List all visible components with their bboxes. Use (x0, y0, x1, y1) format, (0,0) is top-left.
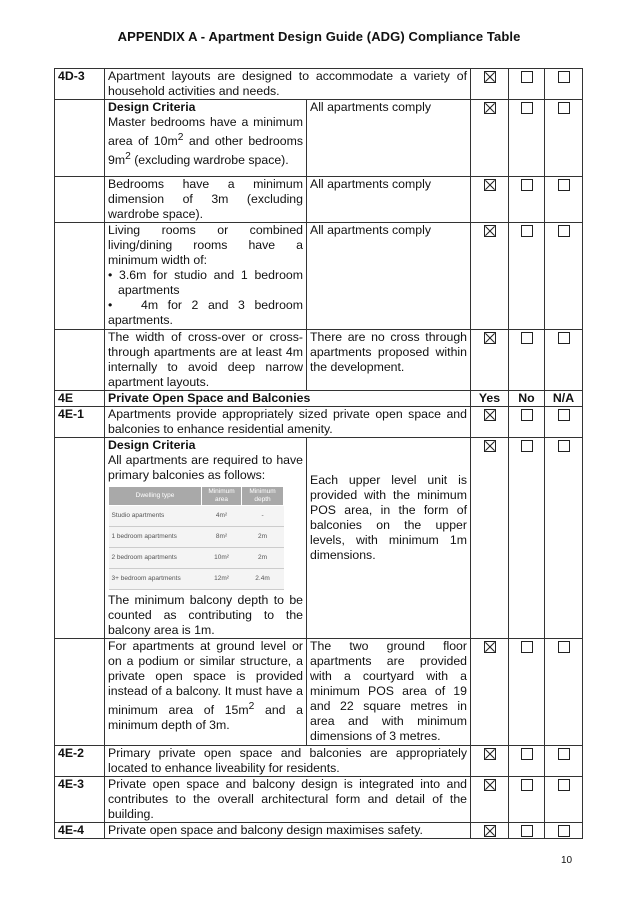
yes-cell (471, 223, 509, 330)
table-cell: 2m (242, 527, 284, 548)
yes-cell (471, 407, 509, 438)
checkbox-icon[interactable] (558, 641, 570, 653)
comment-text: Each upper level unit is provided with the minimum POS area, in the form of balconies on the upper levels, with minimum 1m dimensions. (307, 438, 471, 639)
checkbox-checked-icon[interactable] (484, 102, 496, 114)
section-code: 4E (55, 391, 105, 407)
criteria-text (105, 100, 307, 177)
criteria-part: For apartments at ground level or on a podium or similar structure, a private open space is provided instead of a balcony. It must have a minimum area of 15m (108, 639, 303, 718)
criteria-title: Design Criteria (108, 100, 196, 114)
row-code (55, 330, 105, 391)
no-cell (509, 823, 545, 839)
column-yes-header: Yes (471, 391, 509, 407)
checkbox-icon[interactable] (558, 102, 570, 114)
na-cell (545, 777, 583, 823)
table-cell: 2 bedroom apartments (109, 548, 202, 569)
column-header: Minimum area (202, 487, 242, 506)
objective-text: Private open space and balcony design is integrated into and contributes to the overall architectural form and detail of the building. (105, 777, 471, 823)
table-row (55, 777, 583, 823)
checkbox-icon[interactable] (521, 179, 533, 191)
column-header: Minimum depth (242, 487, 284, 506)
na-cell (545, 438, 583, 639)
checkbox-icon[interactable] (558, 440, 570, 452)
yes-cell (471, 177, 509, 223)
table-row (55, 100, 583, 177)
na-cell (545, 330, 583, 391)
criteria-part: Living rooms or combined living/dining rooms have a minimum width of: (108, 223, 303, 267)
objective-text: Apartment layouts are designed to accommodate a variety of household activities and needs. (105, 69, 471, 100)
table-cell: 3+ bedroom apartments (109, 569, 202, 590)
criteria-part: The minimum balcony depth to be counted as contributing to the balcony area is 1m. (108, 593, 303, 637)
yes-cell (471, 777, 509, 823)
table-row (109, 527, 284, 548)
comment-text: All apartments comply (307, 223, 471, 330)
checkbox-checked-icon[interactable] (484, 825, 496, 837)
checkbox-checked-icon[interactable] (484, 332, 496, 344)
na-cell (545, 639, 583, 746)
criteria-part: (excluding wardrobe space). (130, 153, 289, 168)
no-cell (509, 407, 545, 438)
checkbox-checked-icon[interactable] (484, 748, 496, 760)
no-cell (509, 330, 545, 391)
table-cell: Studio apartments (109, 506, 202, 527)
no-cell (509, 69, 545, 100)
criteria-text: Bedrooms have a minimum dimension of 3m (excluding wardrobe space). (105, 177, 307, 223)
page-title: APPENDIX A - Apartment Design Guide (ADG) Compliance Table (117, 29, 521, 44)
table-cell: 12m² (202, 569, 242, 590)
bullet-item: • 4m for 2 and 3 bedroom apartments. (108, 298, 307, 327)
comment-text: The two ground floor apartments are provided with a courtyard with a minimum POS area of 19 and 22 square metres in area and with minimum dimensions of 3 metres. (307, 639, 471, 746)
checkbox-icon[interactable] (521, 825, 533, 837)
superscript: 2 (177, 132, 184, 143)
table-row (55, 330, 583, 391)
checkbox-checked-icon[interactable] (484, 225, 496, 237)
comment-text: All apartments comply (307, 100, 471, 177)
na-cell (545, 223, 583, 330)
checkbox-icon[interactable] (521, 440, 533, 452)
criteria-text (105, 639, 307, 746)
checkbox-icon[interactable] (558, 179, 570, 191)
table-row (55, 223, 583, 330)
criteria-part: and a minimum depth of 3m. (108, 703, 303, 733)
row-code: 4E-2 (55, 746, 105, 777)
no-cell (509, 639, 545, 746)
row-code (55, 100, 105, 177)
checkbox-icon[interactable] (558, 779, 570, 791)
column-header: Dwelling type (109, 487, 202, 506)
row-code (55, 639, 105, 746)
criteria-part: Master bedrooms have a minimum area of 10m (108, 115, 303, 149)
table-cell: 2m (242, 548, 284, 569)
table-row (109, 548, 284, 569)
row-code (55, 438, 105, 639)
checkbox-checked-icon[interactable] (484, 641, 496, 653)
table-row (55, 438, 583, 639)
checkbox-icon[interactable] (521, 225, 533, 237)
checkbox-icon[interactable] (558, 748, 570, 760)
comment-text: There are no cross through apartments proposed within the development. (307, 330, 471, 391)
column-na-header: N/A (545, 391, 583, 407)
objective-text: Primary private open space and balconies are appropriately located to enhance liveability for residents. (105, 746, 471, 777)
na-cell (545, 746, 583, 777)
table-cell: 2.4m (242, 569, 284, 590)
section-heading: Private Open Space and Balconies (105, 391, 471, 407)
superscript: 2 (248, 701, 255, 712)
yes-cell (471, 100, 509, 177)
row-code (55, 177, 105, 223)
checkbox-icon[interactable] (558, 409, 570, 421)
column-no-header: No (509, 391, 545, 407)
table-row (55, 639, 583, 746)
na-cell (545, 100, 583, 177)
checkbox-icon[interactable] (521, 748, 533, 760)
checkbox-checked-icon[interactable] (484, 779, 496, 791)
no-cell (509, 438, 545, 639)
checkbox-checked-icon[interactable] (484, 179, 496, 191)
checkbox-icon[interactable] (521, 102, 533, 114)
criteria-title: Design Criteria (108, 438, 196, 452)
criteria-part: and other bedrooms 9m (108, 134, 303, 168)
table-row (55, 746, 583, 777)
objective-text: Private open space and balcony design maximises safety. (105, 823, 471, 839)
checkbox-icon[interactable] (521, 409, 533, 421)
checkbox-icon[interactable] (521, 779, 533, 791)
checkbox-icon[interactable] (558, 71, 570, 83)
checkbox-icon[interactable] (521, 641, 533, 653)
criteria-text (105, 438, 307, 639)
compliance-table (54, 68, 583, 839)
balcony-requirements-table (108, 486, 284, 590)
row-code: 4E-1 (55, 407, 105, 438)
table-cell: - (242, 506, 284, 527)
checkbox-icon[interactable] (558, 825, 570, 837)
no-cell (509, 223, 545, 330)
criteria-text: The width of cross-over or cross-through apartments are at least 4m internally to avoid deep narrow apartment layouts. (105, 330, 307, 391)
yes-cell (471, 69, 509, 100)
yes-cell (471, 438, 509, 639)
no-cell (509, 177, 545, 223)
bullet-item: • 3.6m for studio and 1 bedroom apartments (108, 268, 303, 297)
na-cell (545, 69, 583, 100)
yes-cell (471, 639, 509, 746)
criteria-part: All apartments are required to have primary balconies as follows: (108, 453, 303, 482)
na-cell (545, 823, 583, 839)
superscript: 2 (125, 151, 131, 163)
yes-cell (471, 823, 509, 839)
table-row (55, 69, 583, 100)
section-header-row (55, 391, 583, 407)
criteria-text (105, 223, 307, 330)
no-cell (509, 746, 545, 777)
no-cell (509, 777, 545, 823)
row-code: 4E-3 (55, 777, 105, 823)
row-code (55, 223, 105, 330)
checkbox-icon[interactable] (558, 225, 570, 237)
checkbox-icon[interactable] (521, 71, 533, 83)
objective-text: Apartments provide appropriately sized private open space and balconies to enhance residential amenity. (105, 407, 471, 438)
table-row (109, 506, 284, 527)
table-cell: 10m² (202, 548, 242, 569)
table-cell: 1 bedroom apartments (109, 527, 202, 548)
page-number: 10 (561, 855, 573, 866)
row-code: 4D-3 (55, 69, 105, 100)
table-cell: 8m² (202, 527, 242, 548)
checkbox-icon[interactable] (521, 332, 533, 344)
checkbox-checked-icon[interactable] (484, 71, 496, 83)
no-cell (509, 100, 545, 177)
comment-text: All apartments comply (307, 177, 471, 223)
na-cell (545, 407, 583, 438)
table-cell: 4m² (202, 506, 242, 527)
na-cell (545, 177, 583, 223)
table-row (55, 823, 583, 839)
checkbox-checked-icon[interactable] (484, 440, 496, 452)
table-row (109, 569, 284, 590)
yes-cell (471, 330, 509, 391)
table-row (55, 407, 583, 438)
checkbox-icon[interactable] (558, 332, 570, 344)
table-row (55, 177, 583, 223)
yes-cell (471, 746, 509, 777)
checkbox-checked-icon[interactable] (484, 409, 496, 421)
row-code: 4E-4 (55, 823, 105, 839)
